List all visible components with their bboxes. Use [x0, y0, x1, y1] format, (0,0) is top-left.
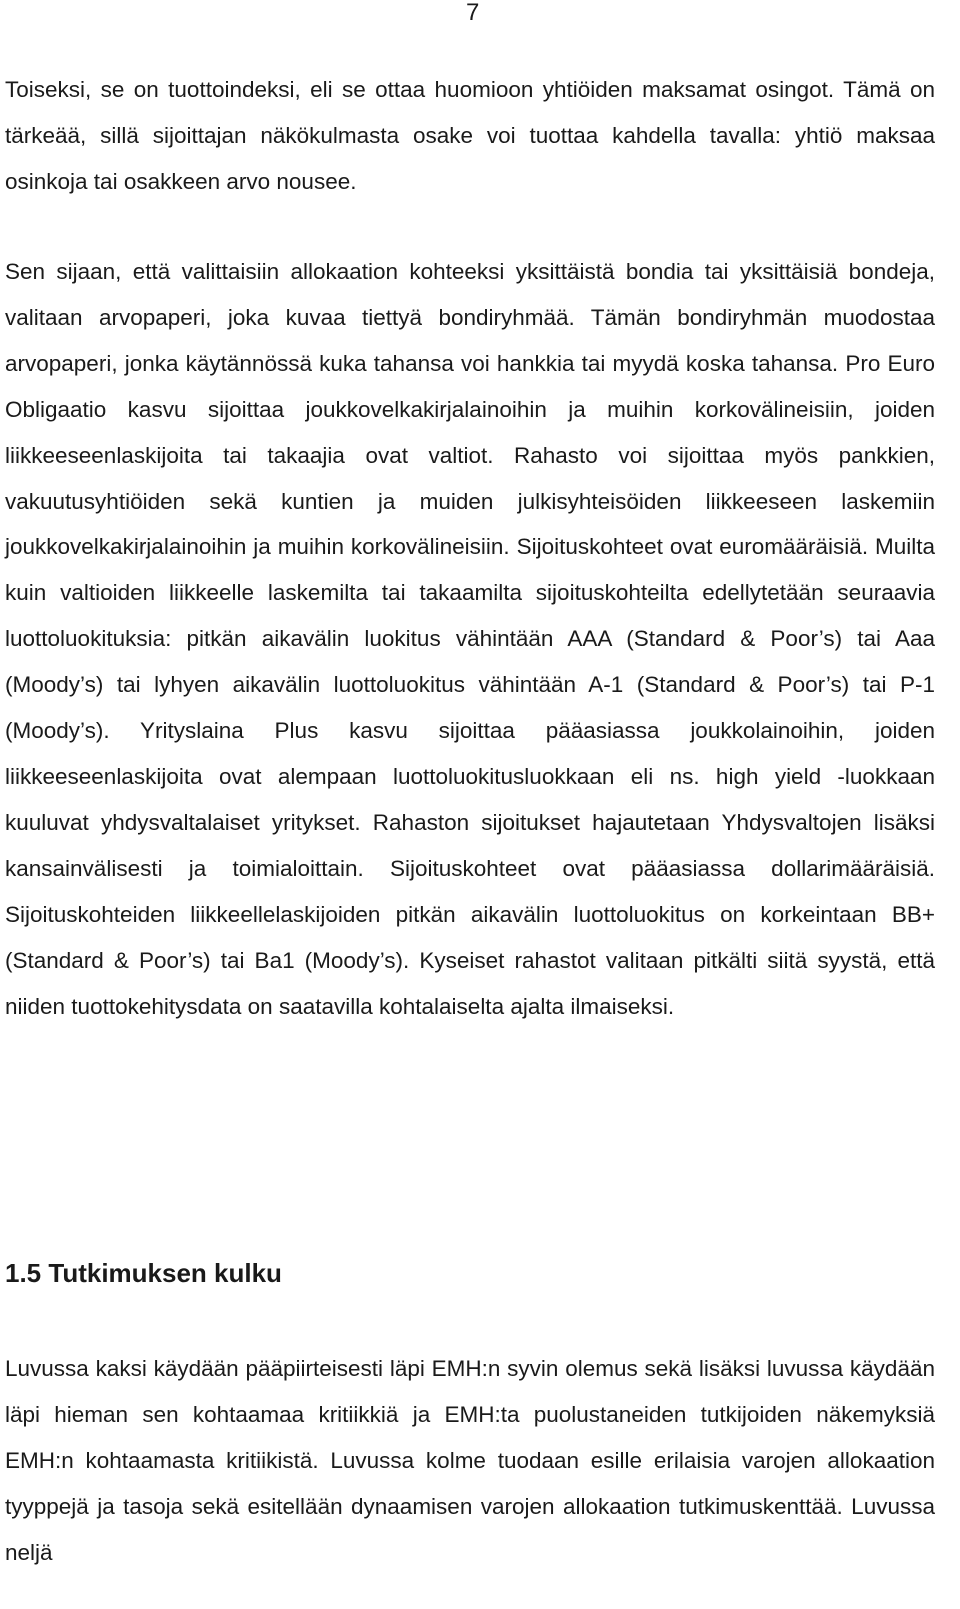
page-number: 7 — [466, 0, 480, 26]
paragraph-3: Luvussa kaksi käydään pääpiirteisesti läpi EMH:n syvin olemus sekä lisäksi luvussa käydään läpi hieman sen kohtaamaa kritiikkiä ja EMH:ta puolustaneiden tutkijoiden näkemyksiä EMH:n kohtaamasta kritiikistä. Luvussa kolme tuodaan esille erilaisia varojen allokaation tyyppejä ja tasoja sekä esitellään dynaamisen varojen allokaation tutkimuskenttää. Luvussa neljä — [5, 1356, 935, 1565]
paragraph-1: Toiseksi, se on tuottoindeksi, eli se ottaa huomioon yhtiöiden maksamat osingot. Tämä on tärkeää, sillä sijoittajan näkökulmasta osake voi tuottaa kahdella tavalla: yhtiö maksaa osinkoja tai osakkeen arvo nousee. — [5, 77, 935, 194]
section-heading: 1.5 Tutkimuksen kulku — [5, 1258, 282, 1288]
paragraph-2: Sen sijaan, että valittaisiin allokaation kohteeksi yksittäistä bondia tai yksittäisiä bondeja, valitaan arvopaperi, joka kuvaa tiettyä bondiryhmää. Tämän bondiryhmän muodostaa arvopaperi, jonka käytännössä kuka tahansa voi hankkia tai myydä koska tahansa. Pro Euro Obligaatio kasvu sijoittaa joukkovelkakirjalainoihin ja muihin korkovälineisiin, joiden liikkeeseenlaskijoita tai takaajia ovat valtiot. Rahasto voi sijoittaa myös pankkien, vakuutusyhtiöiden sekä kuntien ja muiden julkisyhteisöiden liikkeeseen laskemiin joukkovelkakirjalainoihin ja muihin korkovälineisiin. Sijoituskohteet ovat euromääräisiä. Muilta kuin valtioiden liikkeelle laskemilta tai takaamilta sijoituskohteilta edellytetään seuraavia luottoluokituksia: pitkän aikavälin luokitus vähintään AAA (Standard & Poor’s) tai Aaa (Moody’s) tai lyhyen aikavälin luottoluokitus vähintään A-1 (Standard & Poor’s) tai P-1 (Moody’s). Yrityslaina Plus kasvu sijoittaa pääasiassa joukkolainoihin, joiden liikkeeseenlaskijoita ovat alempaan luottoluokitusluokkaan eli ns. high yield -luokkaan kuuluvat yhdysvaltalaiset yritykset. Rahaston sijoitukset hajautetaan Yhdysvaltojen lisäksi kansainvälisesti ja toimialoittain. Sijoituskohteet ovat pääasiassa dollarimääräisiä. Sijoituskohteiden liikkeellelaskijoiden pitkän aikavälin luottoluokitus on korkeintaan BB+ (Standard & Poor’s) tai Ba1 (Moody’s). Kyseiset rahastot valitaan pitkälti siitä syystä, että niiden tuottokehitysdata on saatavilla kohtalaiselta ajalta ilmaiseksi. — [5, 259, 935, 1019]
